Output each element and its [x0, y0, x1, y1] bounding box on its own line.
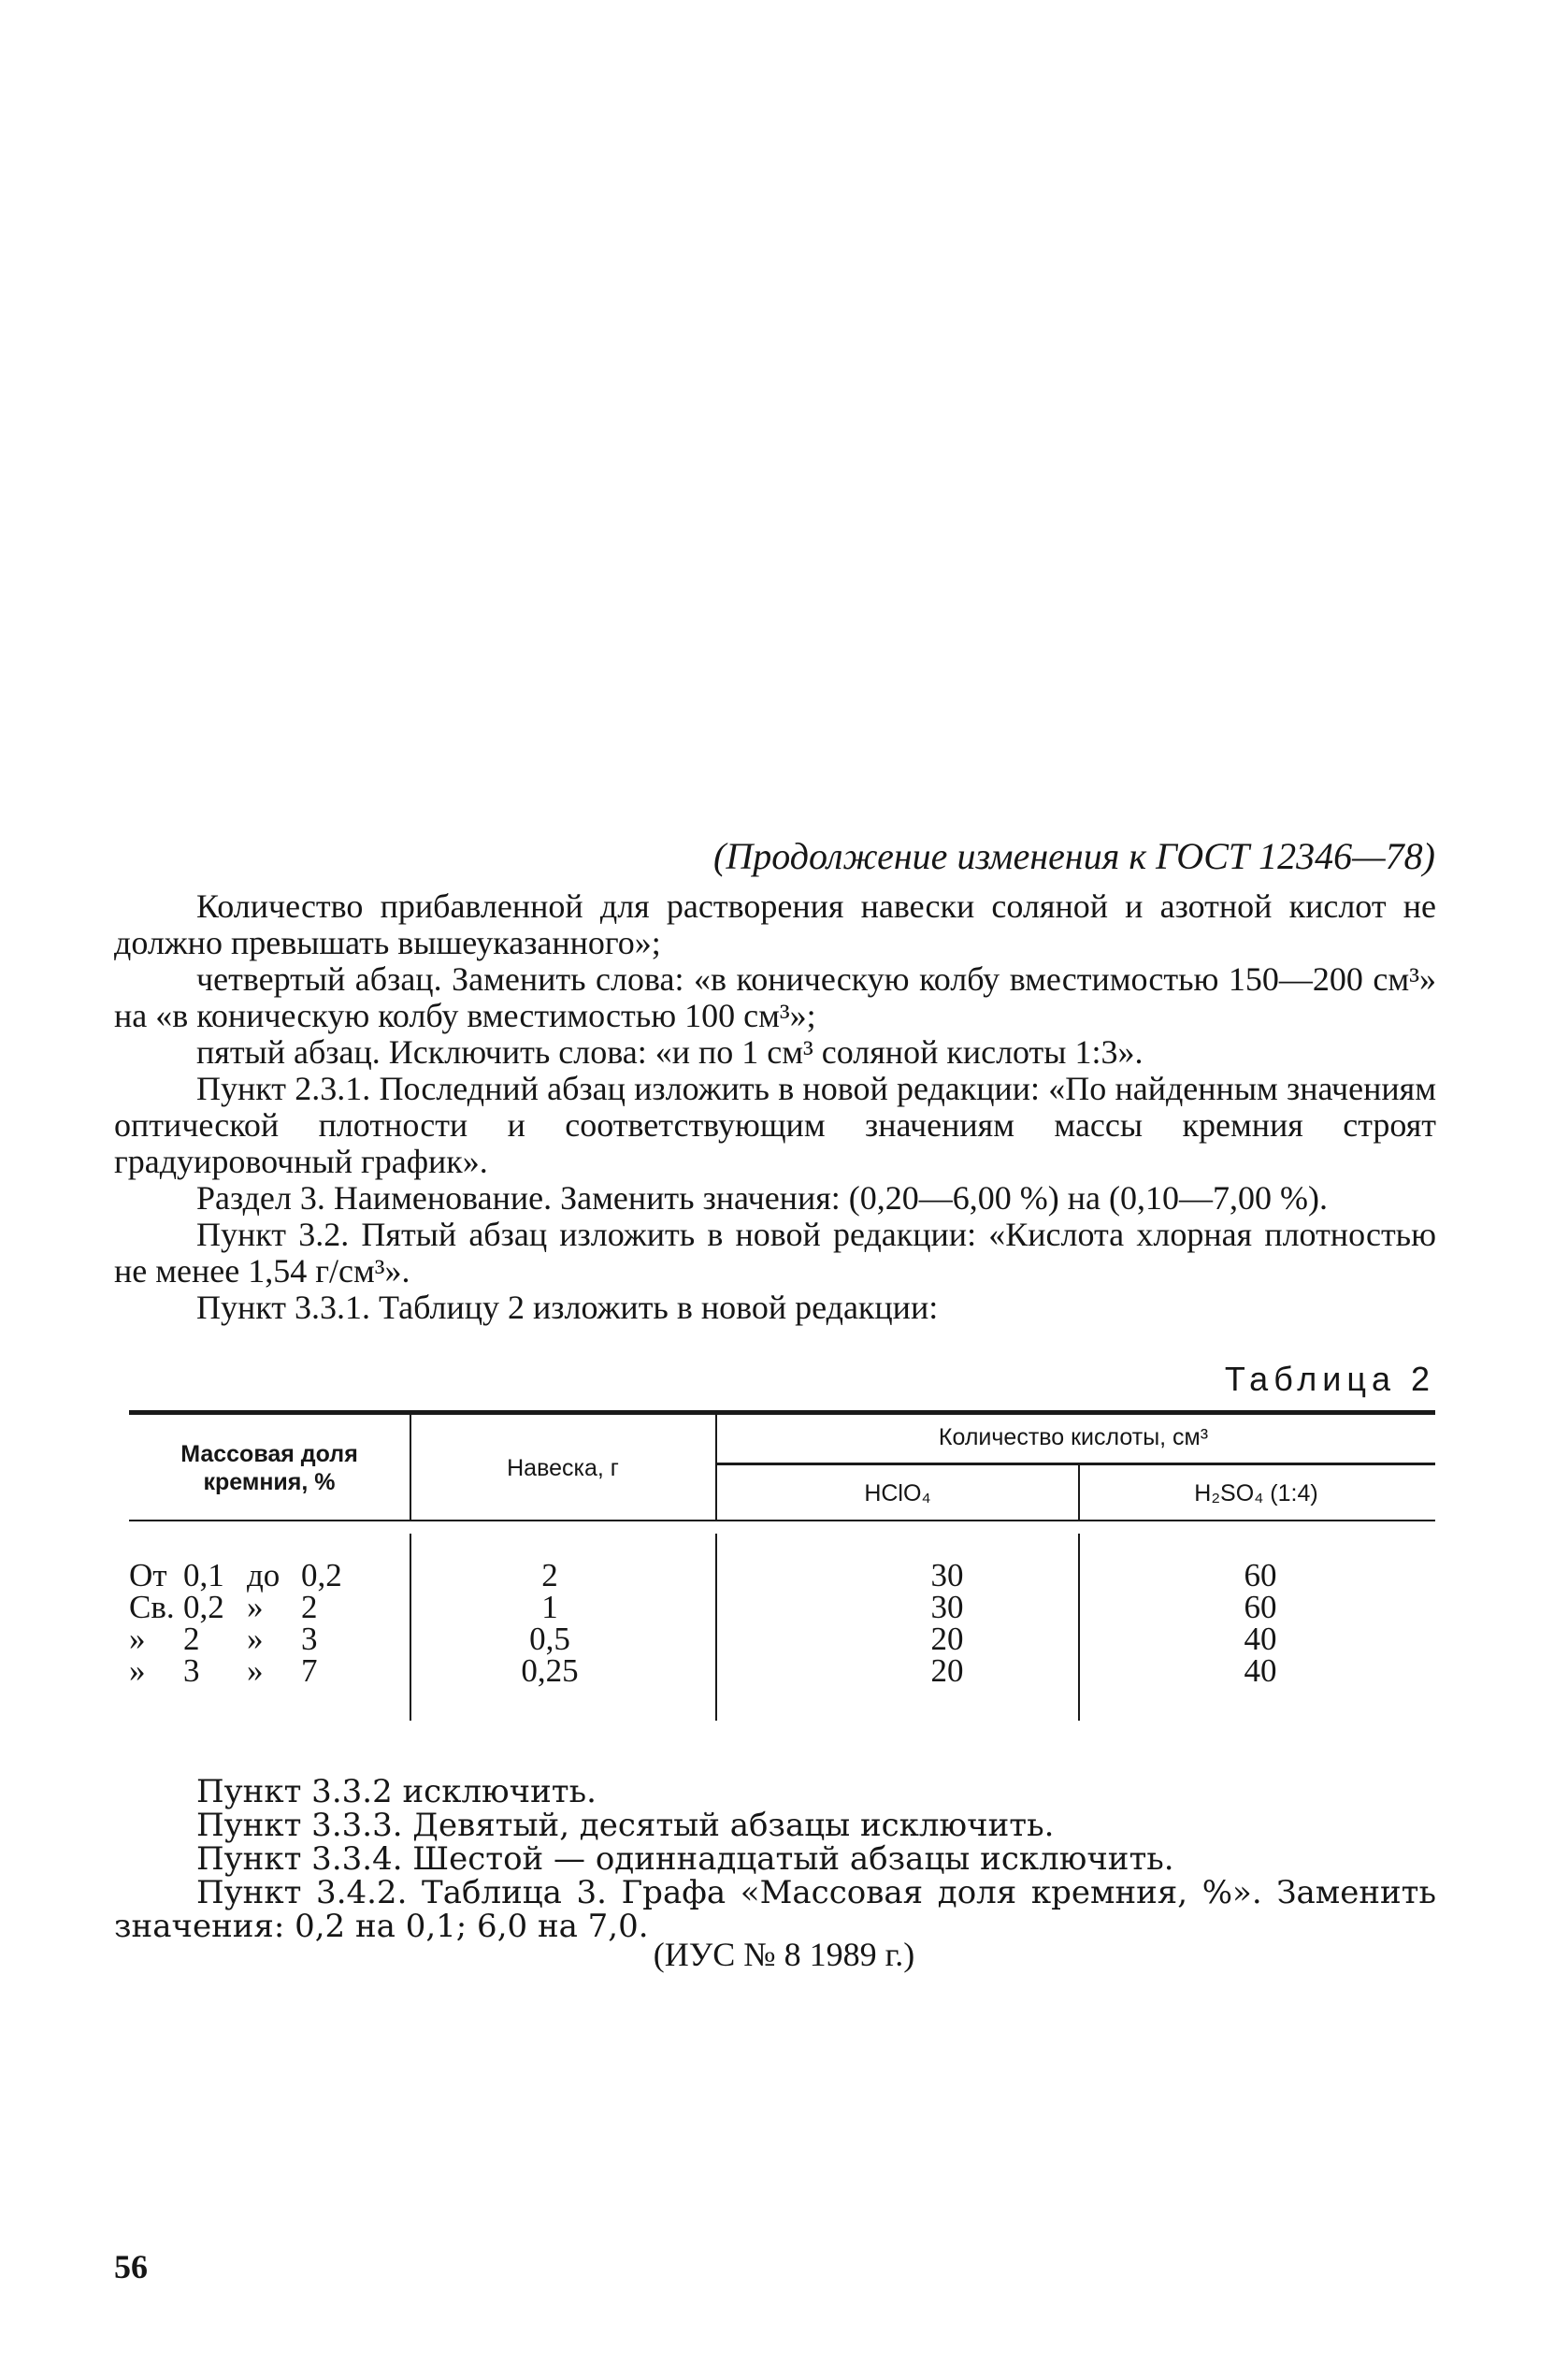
range-connector: до: [247, 1557, 281, 1593]
table-row: [129, 1623, 1435, 1655]
page-header: (Продолжение изменения к ГОСТ 12346—78): [713, 835, 1435, 877]
mass-fraction-cell: [129, 1557, 410, 1593]
sample-cell: 1: [541, 1589, 558, 1625]
sample-cell: 2: [541, 1557, 558, 1593]
range-from: 0,2: [183, 1589, 224, 1625]
h2so4-cell: 60: [1244, 1557, 1277, 1593]
body-text: [114, 888, 1436, 1326]
table-row: [129, 1557, 1435, 1593]
column-divider: [1078, 1465, 1080, 1520]
table-header-rule: [129, 1520, 1435, 1521]
hclo4-cell: 20: [930, 1652, 964, 1689]
mass-fraction-cell: [129, 1652, 410, 1689]
sample-cell: 0,5: [529, 1621, 570, 1657]
table-caption: Таблица 2: [1224, 1360, 1435, 1398]
range-to: 7: [301, 1652, 318, 1689]
range-connector: »: [247, 1652, 264, 1689]
table-top-rule: [129, 1410, 1435, 1415]
range-to: 2: [301, 1589, 318, 1625]
range-prefix: »: [129, 1652, 146, 1689]
post-table-text: [114, 1775, 1436, 1943]
column-divider: [410, 1415, 411, 1520]
range-to: 0,2: [301, 1557, 342, 1593]
header-mass-fraction: Массовая доля кремния, %: [180, 1441, 358, 1495]
range-prefix: »: [129, 1621, 146, 1657]
ius-reference: (ИУС № 8 1989 г.): [653, 1936, 915, 1973]
paragraph: Пункт 3.3.2 исключить.: [196, 1773, 597, 1810]
range-prefix: От: [129, 1557, 167, 1593]
header-h2so4: H₂SO₄ (1:4): [1194, 1480, 1318, 1506]
column-divider: [715, 1415, 717, 1520]
hclo4-cell: 30: [930, 1589, 964, 1625]
range-to: 3: [301, 1621, 318, 1657]
paragraph: четвертый абзац. Заменить слова: «в коническую колбу вместимостью 150—200 см³» на «в коническую колбу вместимостью 100 см³»;: [114, 960, 1436, 1034]
h2so4-cell: 40: [1244, 1652, 1277, 1689]
table-subheader-rule: [715, 1463, 1435, 1465]
h2so4-cell: 40: [1244, 1621, 1277, 1657]
sample-cell: 0,25: [521, 1652, 579, 1689]
header-acid-amount: Количество кислоты, см³: [938, 1424, 1209, 1450]
paragraph: Количество прибавленной для растворения навески соляной и азотной кислот не должно превышать вышеуказанного»;: [114, 887, 1436, 961]
page-number: 56: [114, 2248, 148, 2285]
mass-fraction-cell: [129, 1589, 410, 1625]
range-from: 0,1: [183, 1557, 224, 1593]
paragraph: Пункт 3.2. Пятый абзац изложить в новой редакции: «Кислота хлорная плотностью не менее 1,54 г/см³».: [114, 1216, 1436, 1290]
mass-fraction-cell: [129, 1623, 410, 1655]
table-2: [129, 1410, 1435, 1728]
paragraph: Пункт 2.3.1. Последний абзац изложить в новой редакции: «По найденным значениям оптической плотности и соответствующим значениям массы кремния строят градуировочный график».: [114, 1070, 1436, 1180]
paragraph: Пункт 3.3.3. Девятый, десятый абзацы исключить.: [196, 1807, 1055, 1844]
header-hclo4: HClO₄: [864, 1480, 931, 1506]
paragraph: Пункт 3.3.1. Таблицу 2 изложить в новой редакции:: [196, 1289, 939, 1326]
table-row: [129, 1589, 1435, 1625]
table-row: [129, 1652, 1435, 1689]
range-prefix: Св.: [129, 1589, 175, 1625]
paragraph: Пункт 3.3.4. Шестой — одиннадцатый абзацы исключить.: [196, 1840, 1174, 1878]
range-from: 3: [183, 1652, 200, 1689]
paragraph: Пункт 3.4.2. Таблица 3. Графа «Массовая доля кремния, %». Заменить значения: 0,2 на 0,1; 6,0 на 7,0.: [114, 1874, 1436, 1945]
paragraph: пятый абзац. Исключить слова: «и по 1 см³ соляной кислоты 1:3».: [196, 1033, 1144, 1071]
range-connector: »: [247, 1621, 264, 1657]
range-from: 2: [183, 1621, 200, 1657]
hclo4-cell: 30: [930, 1557, 964, 1593]
range-connector: »: [247, 1589, 264, 1625]
paragraph: Раздел 3. Наименование. Заменить значения: (0,20—6,00 %) на (0,10—7,00 %).: [196, 1179, 1328, 1217]
h2so4-cell: 60: [1244, 1589, 1277, 1625]
header-sample: Навеска, г: [507, 1455, 619, 1481]
hclo4-cell: 20: [930, 1621, 964, 1657]
